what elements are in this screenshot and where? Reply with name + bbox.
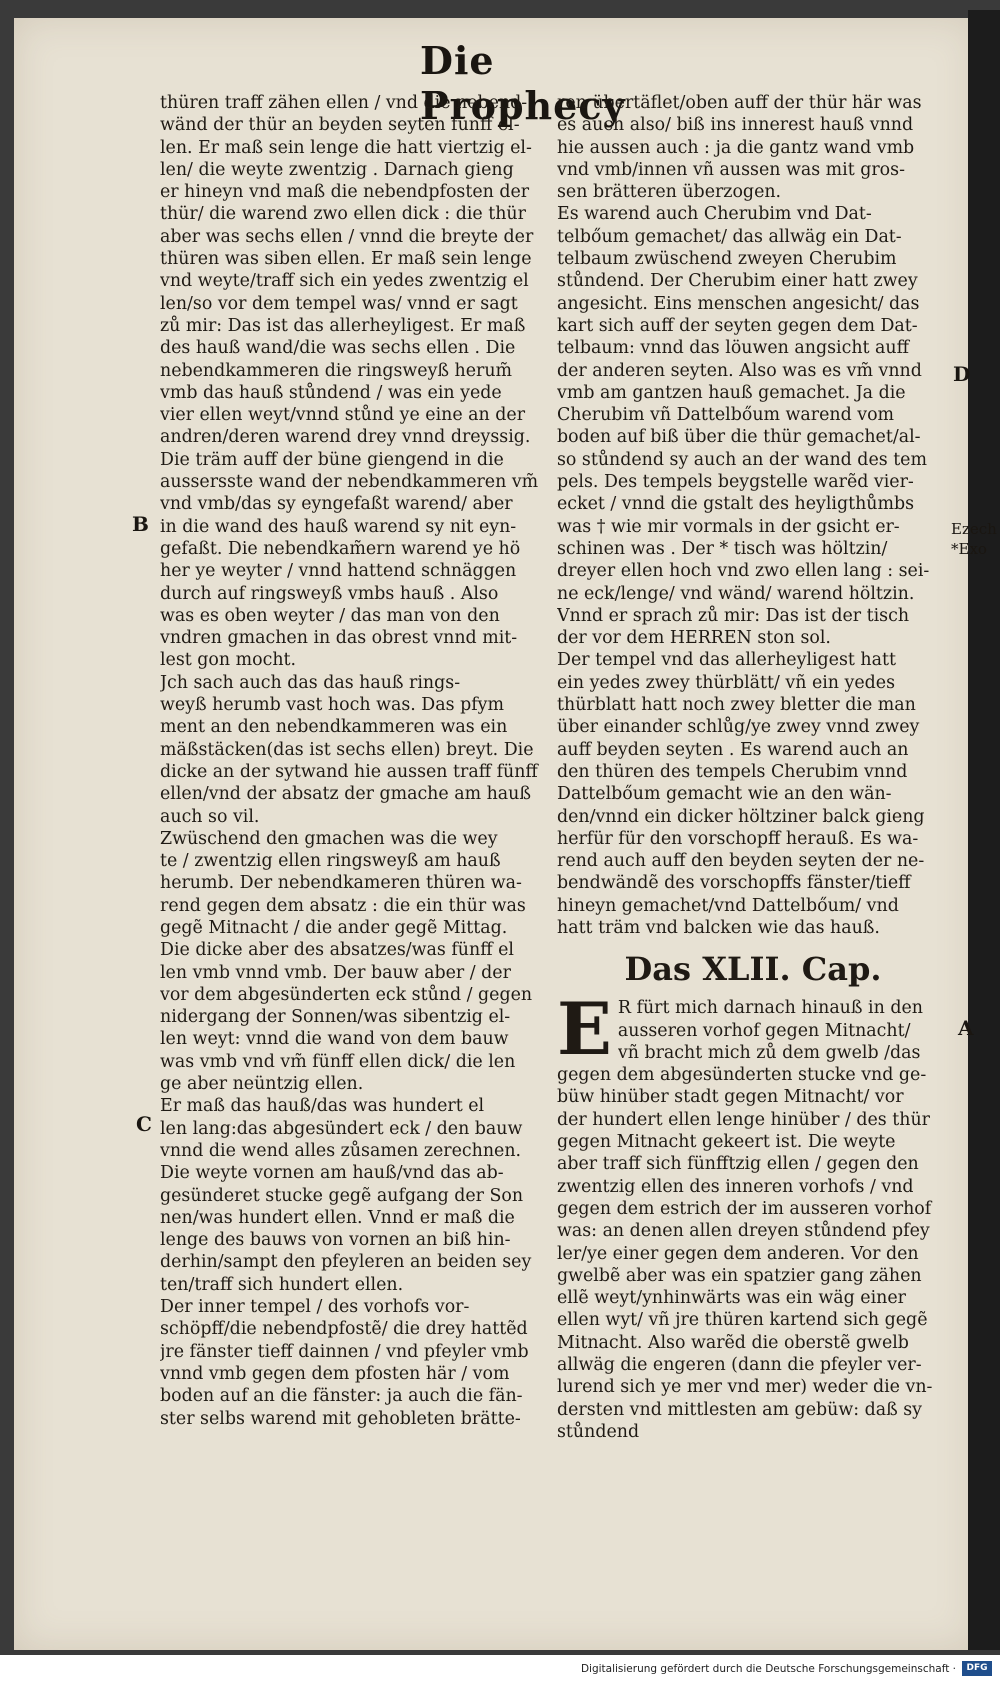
text-line: vmb das hauß stůndend / was ein yede — [160, 382, 502, 403]
text-line: Cherubim vñ Dattelbőum warend vom — [557, 405, 895, 426]
text-line: len/ die weyte zwentzig . Darnach gieng — [160, 159, 514, 180]
margin-note-ezech: Ezech — [951, 520, 997, 538]
text-line: pels. Des tempels beygstelle warẽd vier- — [557, 472, 914, 493]
text-line: ellen/vnd der absatz der gmache am hauß — [160, 784, 531, 805]
drop-cap-initial: E — [557, 986, 612, 1072]
text-line: telbaum zwüschend zweyen Cherubim — [557, 249, 897, 270]
text-line: ge aber neüntzig ellen. — [160, 1074, 364, 1095]
text-line: len/so vor dem tempel was/ vnnd er sagt — [160, 293, 518, 314]
text-line: telbőum gemachet/ das allwäg ein Dat- — [557, 226, 902, 247]
text-line: ler/ye einer gegen dem anderen. Vor den — [557, 1243, 919, 1264]
text-line: allwäg die engeren (dann die pfeyler ver- — [557, 1355, 922, 1376]
chapter-heading: Das XLII. Cap. — [624, 950, 882, 989]
text-line: dersten vnd mittlesten am gebüw: daß sy — [557, 1399, 922, 1420]
text-line: hineyn gemachet/vnd Dattelbőum/ vnd — [557, 895, 899, 916]
margin-note-exo: *Exo — [951, 540, 987, 558]
text-line: aber was sechs ellen / vnnd die breyte der — [160, 226, 534, 247]
text-line: vndren gmachen in das obrest vnnd mit- — [160, 628, 518, 649]
text-line: auff beyden seyten . Es warend auch an — [557, 739, 909, 760]
text-line: ne eck/lenge/ vnd wänd/ warend höltzin. — [557, 583, 915, 604]
text-line: büw hinüber stadt gegen Mitnacht/ vor — [557, 1087, 904, 1108]
text-line: in die wand des hauß warend sy nit eyn- — [160, 516, 517, 537]
text-line: es auch also/ biß ins innerest hauß vnnd — [557, 115, 914, 136]
text-line: thürblatt hatt noch zwey bletter die man — [557, 695, 916, 716]
text-line: vmb am gantzen hauß gemachet. Ja die — [557, 382, 906, 403]
margin-marker-b: B — [132, 512, 149, 536]
text-line: jre fänster tieff dainnen / vnd pfeyler vmb — [160, 1341, 529, 1362]
chapter-opening — [557, 986, 949, 1443]
text-line: len vmb vnnd vmb. Der bauw aber / der — [160, 962, 511, 983]
text-line: ten/traff sich hundert ellen. — [160, 1274, 404, 1295]
text-line: gegen Mitnacht gekeert ist. Die weyte — [557, 1132, 896, 1153]
text-line: angesicht. Eins menschen angesicht/ das — [557, 293, 920, 314]
text-line: gegen dem abgesünderten stucke vnd ge- — [557, 1065, 927, 1086]
text-line: ellen wyt/ vñ jre thüren kartend sich gegẽ — [557, 1310, 928, 1331]
text-line: gefaßt. Die nebendkam̃ern warend ye hö — [160, 538, 521, 559]
text-line: ein yedes zwey thürblätt/ vñ ein yedes — [557, 672, 895, 693]
text-line: vñ bracht mich zů dem gwelb /das — [617, 1042, 921, 1063]
text-line: den/vnnd ein dicker höltziner balck gieng — [557, 806, 925, 827]
text-line: derhin/sampt den pfeyleren an beiden sey — [160, 1252, 532, 1273]
text-line: nebendkammeren die ringsweyß herum̃ — [160, 360, 513, 381]
text-line: gegẽ Mitnacht / die ander gegẽ Mittag. — [160, 917, 508, 938]
text-line: den thüren des tempels Cherubim vnnd — [557, 761, 908, 782]
text-line: herfür für den vorschopff herauß. Es wa- — [557, 828, 919, 849]
text-line: der hundert ellen lenge hinüber / des thür — [557, 1109, 930, 1130]
text-line: aber traff sich fünfftzig ellen / gegen den — [557, 1154, 919, 1175]
text-line: lest gon mocht. — [160, 650, 297, 671]
text-line: schinen was . Der * tisch was höltzin/ — [557, 538, 888, 559]
text-line: durch auf ringsweyß vmbs hauß . Also — [160, 583, 499, 604]
text-line: was es oben weyter / das man von den — [160, 605, 500, 626]
right-text-column — [557, 92, 949, 1443]
text-line: her ye weyter / vnnd hattend schnäggen — [160, 561, 517, 582]
text-line: te / zwentzig ellen ringsweyß am hauß — [160, 851, 501, 872]
text-line: vnd weyte/traff sich ein yedes zwentzig el — [160, 271, 529, 292]
text-line: thür/ die warend zwo ellen dick : die thür — [160, 204, 526, 225]
text-line: Er maß das hauß/das was hundert el — [160, 1096, 485, 1117]
text-line: ellẽ weyt/ynhinwärts was ein wäg einer — [557, 1288, 906, 1309]
text-line: über einander schlůg/ye zwey vnnd zwey — [557, 717, 920, 738]
text-line: Die dicke aber des absatzes/was fünff el — [160, 940, 514, 961]
text-line: Mitnacht. Also warẽd die oberstẽ gwelb — [557, 1332, 909, 1353]
text-line: des hauß wand/die was sechs ellen . Die — [160, 338, 516, 359]
text-line: schöpff/die nebendpfostẽ/ die drey hattẽd — [160, 1319, 528, 1340]
text-line: zwentzig ellen des inneren vorhofs / vnd — [557, 1176, 914, 1197]
text-line: nen/was hundert ellen. Vnnd er maß die — [160, 1207, 515, 1228]
text-line: ecket / vnnd die gstalt des heyligthůmbs — [557, 494, 915, 515]
text-line: Die weyte vornen am hauß/vnd das ab- — [160, 1163, 504, 1184]
right-column-bottom-text — [557, 986, 949, 1443]
text-line: stůndend. Der Cherubim einer hatt zwey — [557, 271, 918, 292]
text-line: vier ellen weyt/vnnd stůnd ye eine an der — [160, 405, 526, 426]
dfg-logo: DFG — [962, 1661, 992, 1676]
text-line: kart sich auff der seyten gegen dem Dat- — [557, 315, 918, 336]
text-line: weyß herumb vast hoch was. Das pfym — [160, 695, 504, 716]
text-line: Es warend auch Cherubim vnd Dat- — [557, 204, 872, 225]
text-line: vnnd vmb gegen dem pfosten här / vom — [160, 1363, 510, 1384]
left-text-column — [160, 92, 542, 1430]
text-line: zů mir: Das ist das allerheyligest. Er maß — [160, 315, 526, 336]
text-line: was † wie mir vormals in der gsicht er- — [557, 516, 900, 537]
text-line: auch so vil. — [160, 806, 260, 827]
text-line: lurend sich ye mer vnd mer) weder die vn- — [557, 1377, 933, 1398]
text-line: Die träm auff der büne giengend in die — [160, 449, 504, 470]
text-line: len. Er maß sein lenge die hatt viertzig el- — [160, 137, 532, 158]
text-line: wänd der thür an beyden seyten fünff el- — [160, 115, 520, 136]
text-line: der anderen seyten. Also was es vm̃ vnnd — [557, 360, 922, 381]
text-line: thüren was siben ellen. Er maß sein lenge — [160, 249, 532, 270]
text-line: hatt träm vnd balcken wie das hauß. — [557, 917, 880, 938]
text-line: nidergang der Sonnen/was sibentzig el- — [160, 1007, 511, 1028]
text-line: lenge des bauws von vornen an biß hin- — [160, 1230, 511, 1251]
text-line: vnd vmb/innen vñ aussen was mit gros- — [557, 159, 905, 180]
text-line: der vor dem HERREN ston sol. — [557, 628, 831, 649]
text-line: gwelbẽ aber was ein spatzier gang zähen — [557, 1265, 922, 1286]
text-line: vor dem abgesünderten eck stůnd / gegen — [160, 984, 533, 1005]
text-line: aussersste wand der nebendkammeren vm̃ — [160, 472, 539, 493]
text-line: er hineyn vnd maß die nebendpfosten der — [160, 182, 530, 203]
text-line: dicke an der sytwand hie aussen traff fünff — [160, 761, 538, 782]
text-line: ment an den nebendkammeren was ein — [160, 717, 508, 738]
text-line: vnnd die wend alles zůsamen zerechnen. — [160, 1140, 522, 1161]
text-line: mäßstäcken(das ist sechs ellen) breyt. Die — [160, 739, 534, 760]
text-line: boden auf biß über die thür gemachet/al- — [557, 427, 921, 448]
text-line: ren übertäflet/oben auff der thür här was — [557, 93, 922, 113]
text-line: gesünderet stucke gegẽ aufgang der Son — [160, 1185, 524, 1206]
text-line: so stůndend sy auch an der wand des tem — [557, 449, 927, 470]
text-line: was vmb vnd vm̃ fünff ellen dick/ die len — [160, 1051, 516, 1072]
text-line: rend gegen dem absatz : die ein thür was — [160, 895, 526, 916]
text-line: Jch sach auch das das hauß rings- — [160, 672, 461, 693]
text-line: bendwändẽ des vorschopffs fänster/tieff — [557, 873, 911, 894]
text-line: Dattelbőum gemacht wie an den wän- — [557, 784, 892, 805]
text-line: Der inner tempel / des vorhofs vor- — [160, 1297, 470, 1318]
footer-bar — [0, 1655, 1000, 1684]
footer-credit: Digitalisierung gefördert durch die Deutsche Forschungsgemeinschaft · — [580, 1663, 956, 1675]
running-header: Die Prophecy — [420, 38, 626, 128]
text-line: hie aussen auch : ja die gantz wand vmb — [557, 137, 915, 158]
right-column-top-text — [557, 92, 949, 939]
text-line: len weyt: vnnd die wand von dem bauw — [160, 1029, 509, 1050]
text-line: thüren traff zähen ellen / vnd die nebend- — [160, 93, 528, 113]
text-line: gegen dem estrich der im ausseren vorhof — [557, 1198, 932, 1219]
text-line: stůndend — [557, 1421, 640, 1442]
text-line: was: an denen allen dreyen stůndend pfey — [557, 1221, 930, 1242]
text-line: R fürt mich darnach hinauß in den — [617, 998, 923, 1019]
text-line: telbaum: vnnd das löuwen angsicht auff — [557, 338, 909, 359]
margin-marker-a: A — [958, 1016, 974, 1040]
text-line: ausseren vorhof gegen Mitnacht/ — [617, 1020, 911, 1041]
text-line: andren/deren warend drey vnnd dreyssig. — [160, 427, 531, 448]
text-line: dreyer ellen hoch vnd zwo ellen lang : sei- — [557, 561, 930, 582]
text-line: rend auch auff den beyden seyten der ne- — [557, 851, 925, 872]
text-line: len lang:das abgesündert eck / den bauw — [160, 1118, 523, 1139]
margin-marker-d: D — [953, 362, 971, 386]
text-line: vnd vmb/das sy eyngefaßt warend/ aber — [160, 494, 513, 515]
text-line: Zwüschend den gmachen was die wey — [160, 828, 498, 849]
text-line: sen brätteren überzogen. — [557, 182, 782, 203]
text-line: herumb. Der nebendkameren thüren wa- — [160, 873, 522, 894]
margin-marker-c: C — [136, 1112, 152, 1136]
text-line: Vnnd er sprach zů mir: Das ist der tisch — [557, 605, 910, 626]
text-line: Der tempel vnd das allerheyligest hatt — [557, 650, 896, 671]
text-line: ster selbs warend mit gehobleten brätte- — [160, 1408, 521, 1429]
text-line: boden auf an die fänster: ja auch die fän- — [160, 1386, 523, 1407]
facing-page-edge — [968, 10, 1000, 1650]
